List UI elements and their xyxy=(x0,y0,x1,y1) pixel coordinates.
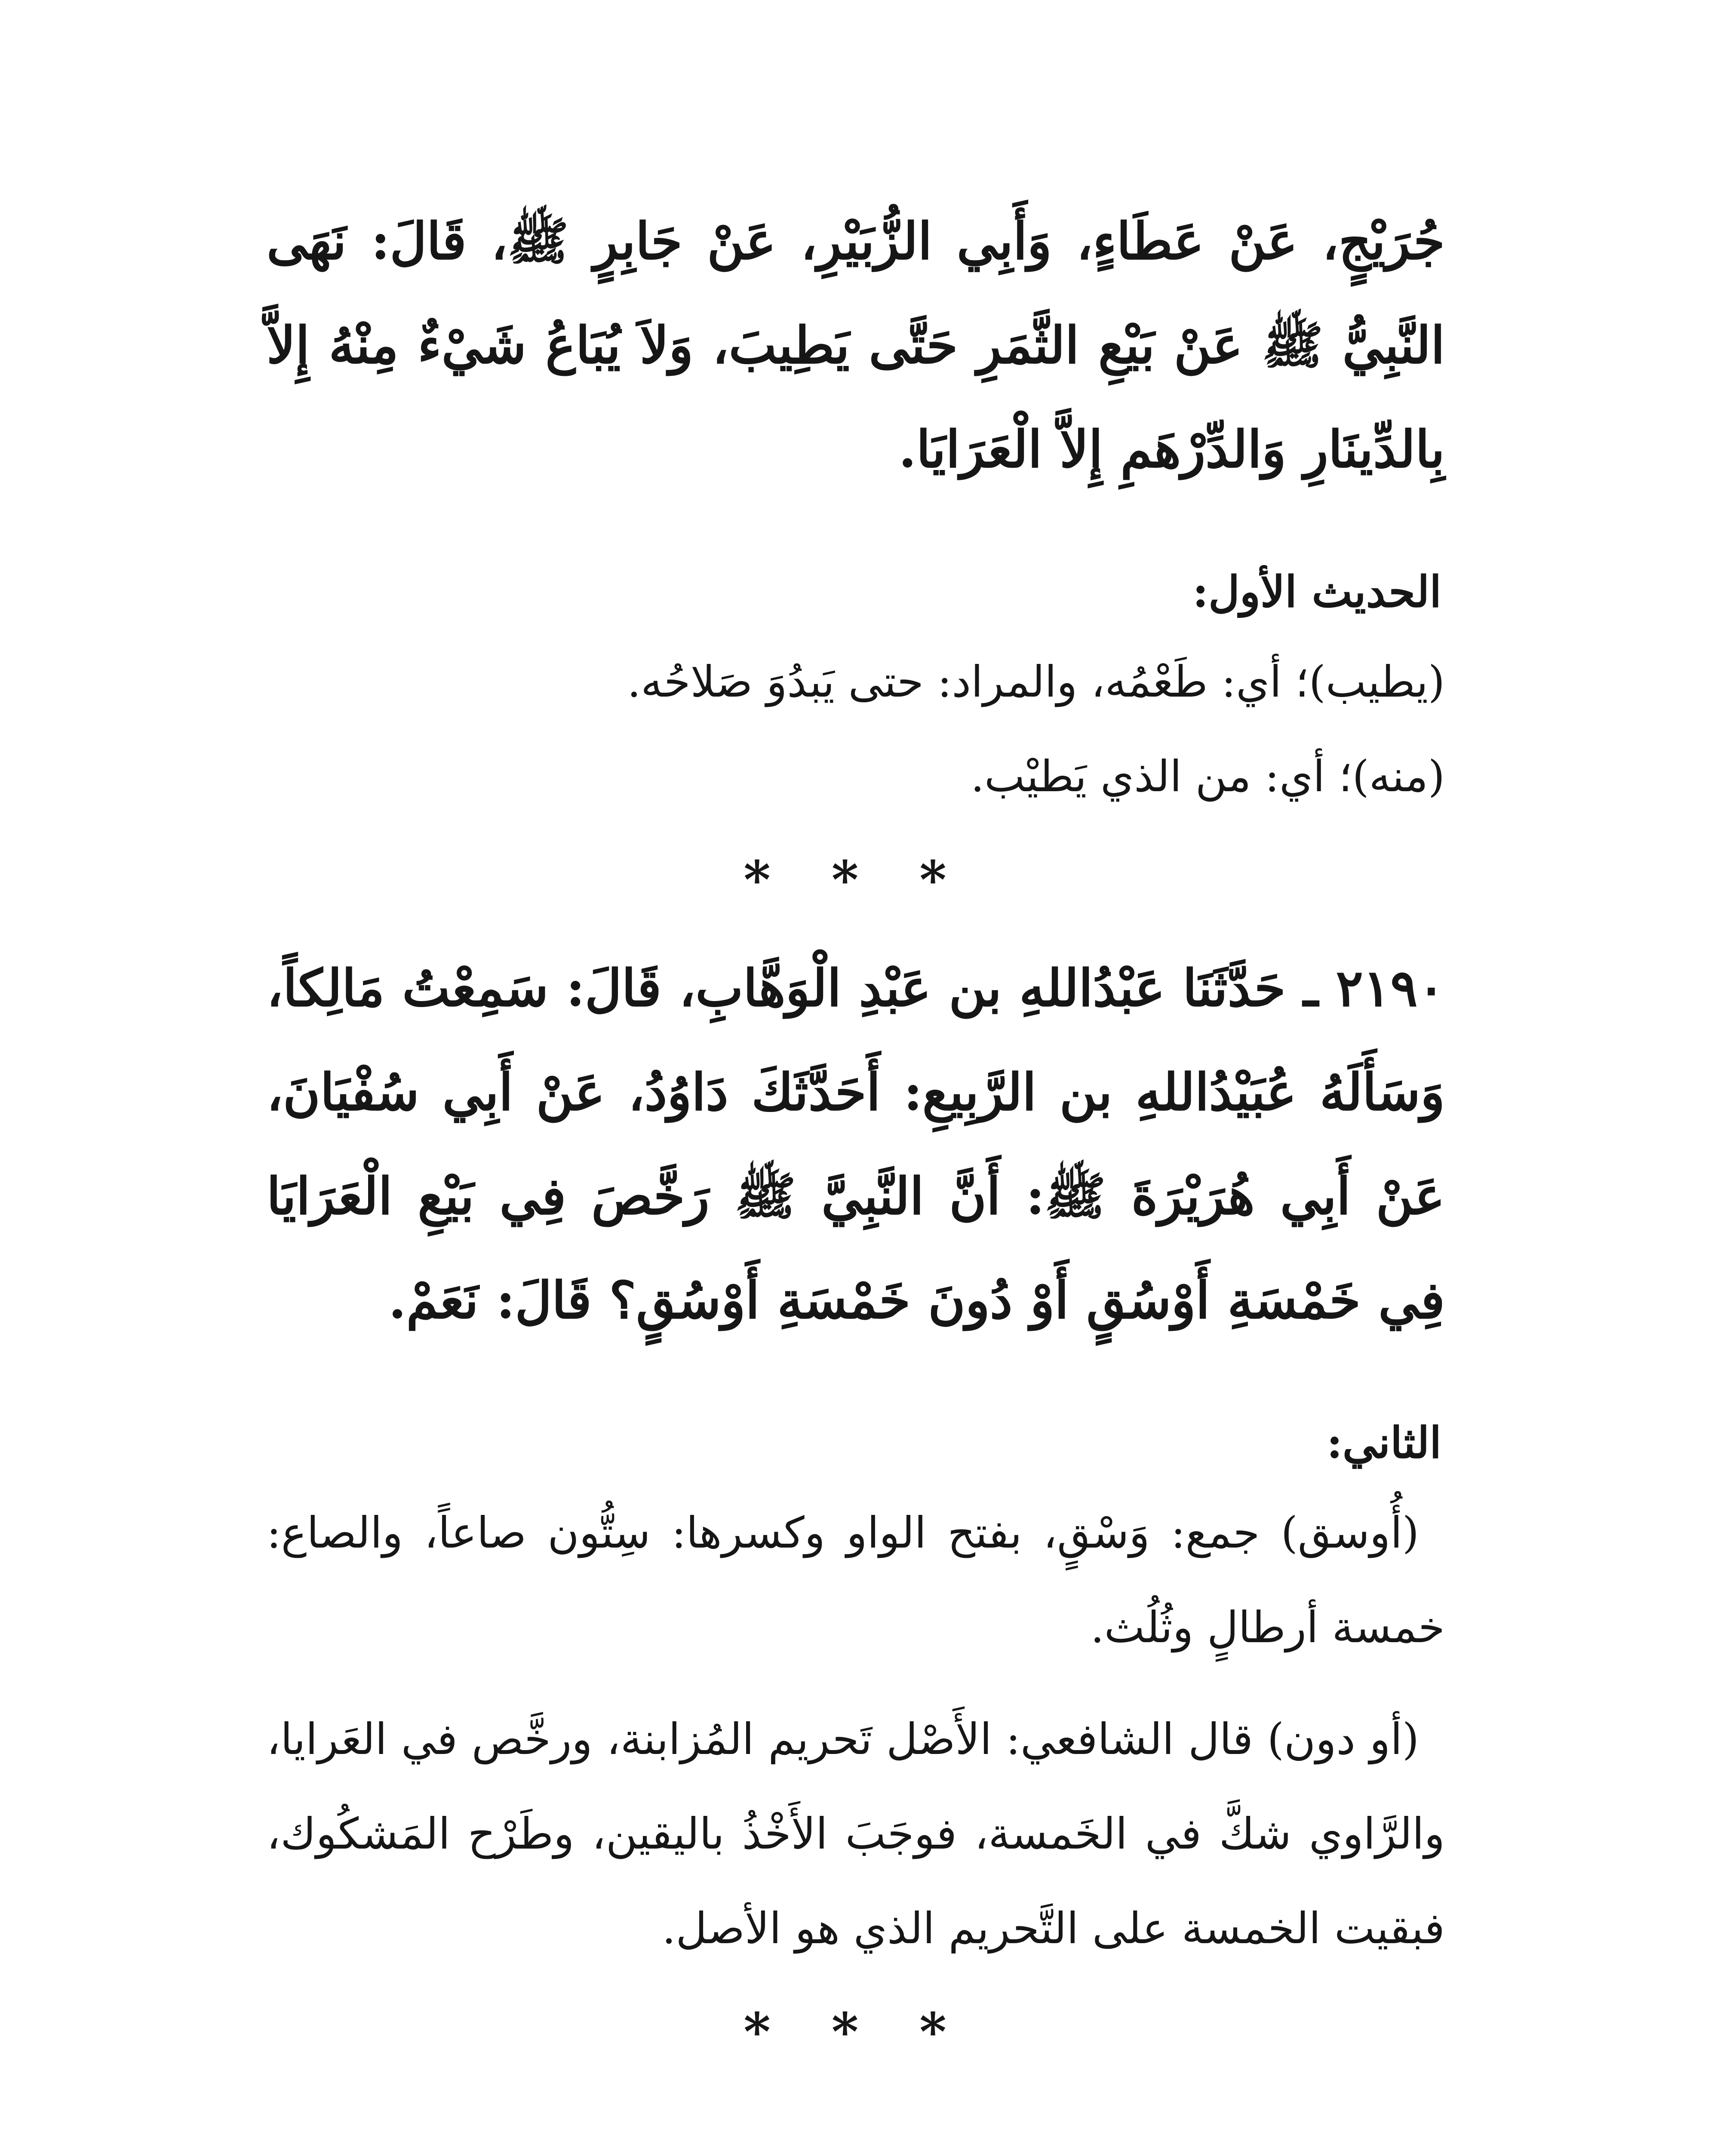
spacer xyxy=(267,824,1445,850)
commentary-aw-dun: (أو دون) قال الشافعي: الأَصْل تَحريم المُزابنة، ورخَّص في العَرايا، والرَّاوي شكَّ في الخَمسة، فوجَبَ الأَخْذُ باليقين، وطَرْح المَشكُوك، فبقيت الخمسة على التَّحريم الذي هو الأصل. xyxy=(267,1714,1445,1953)
section-title-second-hadith: الثاني: xyxy=(1327,1417,1441,1468)
spacer xyxy=(267,1675,1445,1692)
spacer xyxy=(267,910,1445,936)
commentary-awsuq: (أُوسق) جمع: وَسْقٍ، بفتح الواو وكسرها: سِتُّون صاعاً، والصاع: خمسة أرطالٍ وثُلُث. xyxy=(267,1508,1445,1652)
hadith-2189-continuation: جُرَيْجٍ، عَنْ عَطَاءٍ، وَأَبِي الزُّبَيْرِ، عَنْ جَابِرٍ ﷺ، قَالَ: نَهَى النَّبِيُّ ﷺ عَنْ بَيْعِ الثَّمَرِ حَتَّى يَطِيبَ، وَلاَ يُبَاعُ شَيْءٌ مِنْهُ إِلاَّ بِالدِّينَارِ وَالدِّرْهَمِ إِلاَّ الْعَرَايَا. xyxy=(267,211,1445,479)
commentary-minhu: (منه)؛ أي: من الذي يَطيْب. xyxy=(971,751,1445,802)
hadith-2190: ٢١٩٠ ـ حَدَّثَنَا عَبْدُاللهِ بن عَبْدِ الْوَهَّابِ، قَالَ: سَمِعْتُ مَالِكاً، وَسَأَلَهُ عُبَيْدُاللهِ بن الرَّبِيعِ: أَحَدَّثَكَ دَاوُدُ، عَنْ أَبِي سُفْيَانَ، عَنْ أَبِي هُرَيْرَةَ ﷺ: أَنَّ النَّبِيَّ ﷺ رَخَّصَ فِي بَيْعِ الْعَرَايَا فِي خَمْسَةِ أَوْسُقٍ أَوْ دُونَ خَمْسَةِ أَوْسُقٍ؟ قَالَ: نَعَمْ. xyxy=(267,958,1445,1330)
page xyxy=(267,189,1445,2150)
spacer xyxy=(267,1976,1445,2002)
section-title-first-hadith: الحديث الأول: xyxy=(1192,566,1441,617)
spacer xyxy=(267,1352,1445,1400)
section-separator-stars-2: * * * xyxy=(744,2002,968,2062)
spacer xyxy=(267,501,1445,549)
section-separator-stars: * * * xyxy=(744,850,968,910)
commentary-yatib: (يطيب)؛ أي: طَعْمُه، والمراد: حتى يَبدُوَ صَلاحُه. xyxy=(627,657,1445,707)
